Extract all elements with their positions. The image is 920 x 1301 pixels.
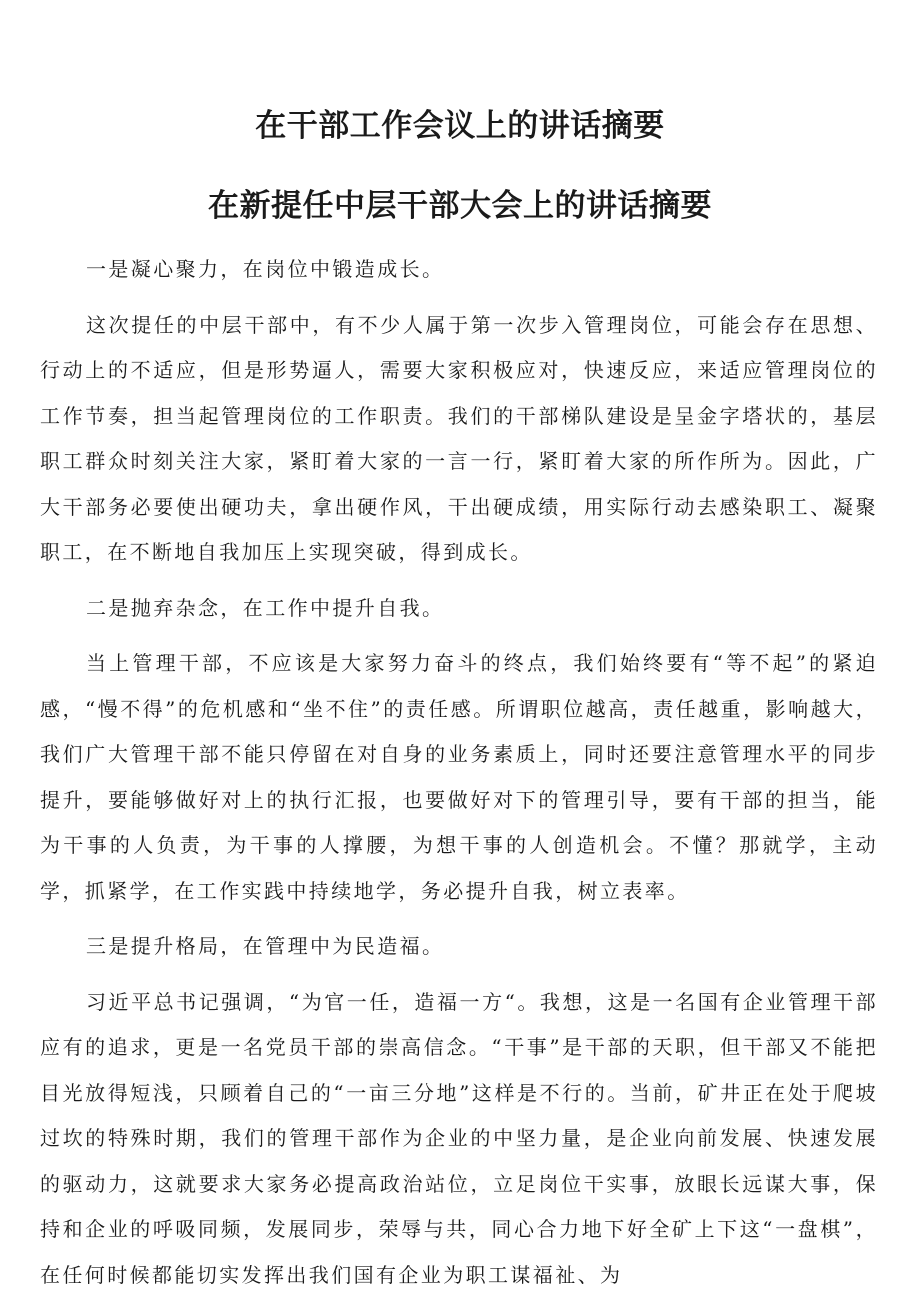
body-paragraph-2: 当上管理干部，不应该是大家努力奋斗的终点，我们始终要有“等不起”的紧迫感，“慢不得”的危机感和“坐不住”的责任感。所谓职位越高，责任越重，影响越大，我们广大管理干部不能只停留在对自身的业务素质上，同时还要注意管理水平的同步提升，要能够做好对上的执行汇报，也要做好对下的管理引导，要有干部的担当，能为干事的人负责，为干事的人撑腰，为想干事的人创造机会。不懂？那就学，主动学，抓紧学，在工作实践中持续地学，务必提升自我，树立表率。: [40, 651, 878, 903]
document-body: [40, 247, 878, 1298]
body-paragraph-3: 习近平总书记强调，“为官一任，造福一方“。我想，这是一名国有企业管理干部应有的追求，更是一名党员干部的崇高信念。“干事”是干部的天职，但干部又不能把目光放得短浅，只顾着自己的“一亩三分地”这样是不行的。当前，矿井正在处于爬坡过坎的特殊时期，我们的管理干部作为企业的中坚力量，是企业向前发展、快速发展的驱动力，这就要求大家务必提高政治站位，立足岗位干实事，放眼长远谋大事，保持和企业的呼吸同频，发展同步，荣辱与共，同心合力地下好全矿上下这“一盘棋”，在任何时候都能切实发挥出我们国有企业为职工谋福祉、为: [40, 989, 878, 1287]
body-paragraph-1: 这次提任的中层干部中，有不少人属于第一次步入管理岗位，可能会存在思想、行动上的不适应，但是形势逼人，需要大家积极应对，快速反应，来适应管理岗位的工作节奏，担当起管理岗位的工作职责。我们的干部梯队建设是呈金字塔状的，基层职工群众时刻关注大家，紧盯着大家的一言一行，紧盯着大家的所作所为。因此，广大干部务必要使出硬功夫，拿出硬作风，干出硬成绩，用实际行动去感染职工、凝聚职工，在不断地自我加压上实现突破，得到成长。: [40, 312, 878, 564]
section-heading-2: 二是抛弃杂念，在工作中提升自我。: [86, 595, 445, 620]
document-subtitle: 在新提任中层干部大会上的讲话摘要: [208, 188, 712, 224]
document-title: 在干部工作会议上的讲话摘要: [255, 108, 665, 144]
section-heading-1: 一是凝心聚力，在岗位中锻造成长。: [86, 257, 445, 281]
section-heading-3: 三是提升格局，在管理中为民造福。: [86, 934, 445, 958]
